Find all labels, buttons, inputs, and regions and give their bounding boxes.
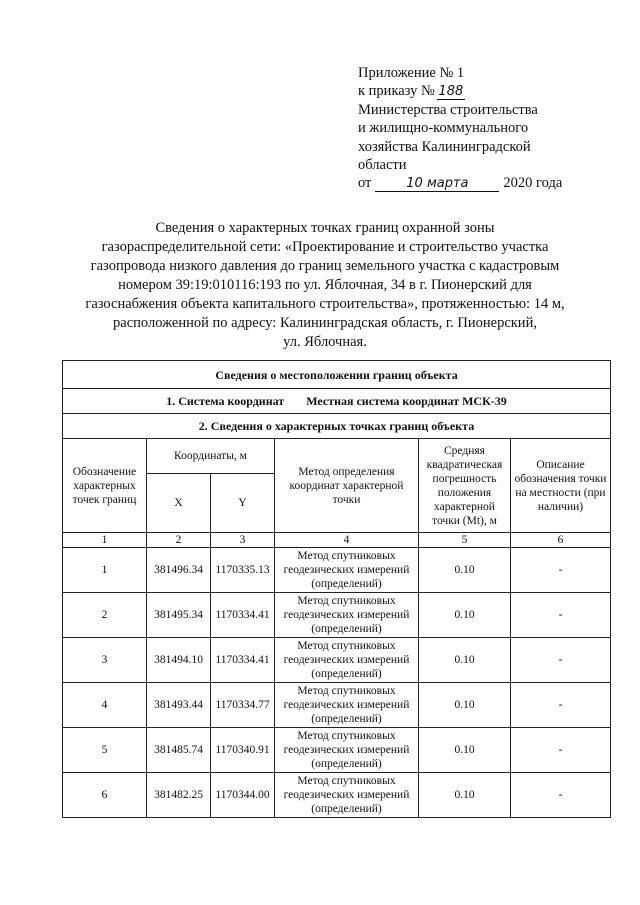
description-cell: - — [511, 683, 611, 728]
ministry-line-3: хозяйства Калининградской — [358, 138, 531, 155]
point-id: 6 — [63, 773, 147, 818]
table-title: Сведения о местоположении границ объекта — [63, 361, 611, 389]
appendix-title: Приложение № 1 — [358, 65, 465, 81]
heading-line: Сведения о характерных точках границ охранной зоны — [155, 220, 495, 236]
coord-y: 1170335.13 — [211, 548, 275, 593]
point-id: 1 — [63, 548, 147, 593]
column-numbers-row — [63, 533, 611, 548]
column-number: 6 — [511, 533, 611, 548]
header-y: Y — [211, 474, 275, 533]
order-line — [358, 82, 608, 100]
description-cell: - — [511, 728, 611, 773]
header-designation: Обозначение характерных точек границ — [63, 439, 147, 533]
header-method: Метод определения координат характерной точки — [275, 439, 419, 533]
date-prefix: от — [358, 175, 372, 192]
ministry-line-4: области — [358, 157, 407, 174]
date-suffix: 2020 года — [503, 175, 563, 192]
order-number-handwritten: 188 — [438, 84, 464, 100]
coord-y: 1170344.00 — [211, 773, 275, 818]
heading-line: газоснабжения объекта капитального строительства», протяженностью: 14 м, — [85, 296, 565, 312]
point-id: 5 — [63, 728, 147, 773]
boundary-points-table — [62, 360, 611, 818]
header-x: X — [147, 474, 211, 533]
error-cell: 0.10 — [419, 638, 511, 683]
method-cell: Метод спутниковых геодезических измерений (определений) — [275, 683, 419, 728]
ministry-line-2: и жилищно-коммунального — [358, 120, 529, 137]
coord-y: 1170334.41 — [211, 638, 275, 683]
description-cell: - — [511, 548, 611, 593]
point-id: 4 — [63, 683, 147, 728]
coord-y: 1170334.41 — [211, 593, 275, 638]
description-cell: - — [511, 638, 611, 683]
error-cell: 0.10 — [419, 728, 511, 773]
coord-x: 381496.34 — [147, 548, 211, 593]
coord-y: 1170334.77 — [211, 683, 275, 728]
table-row — [63, 548, 611, 593]
header-error: Средняя квадратическая погрешность положения характерной точки (Mt), м — [419, 439, 511, 533]
error-cell: 0.10 — [419, 683, 511, 728]
description-cell: - — [511, 593, 611, 638]
error-cell: 0.10 — [419, 548, 511, 593]
table-row — [63, 638, 611, 683]
point-id: 3 — [63, 638, 147, 683]
table-row — [63, 728, 611, 773]
coord-x: 381494.10 — [147, 638, 211, 683]
header-coordinates: Координаты, м — [147, 439, 275, 474]
points-section-title: 2. Сведения о характерных точках границ объекта — [63, 414, 611, 439]
heading-line: ул. Яблочная. — [283, 334, 367, 350]
date-line — [358, 174, 608, 192]
heading-line: газораспределительной сети: «Проектирование и строительство участка — [101, 239, 549, 255]
coord-x: 381495.34 — [147, 593, 211, 638]
column-number: 5 — [419, 533, 511, 548]
method-cell: Метод спутниковых геодезических измерений (определений) — [275, 728, 419, 773]
table-row — [63, 773, 611, 818]
coord-system-value: Местная система координат МСК-39 — [306, 394, 507, 408]
date-handwritten: 10 марта — [375, 177, 499, 192]
order-prefix: к приказу № — [358, 83, 435, 100]
column-number: 2 — [147, 533, 211, 548]
table-row — [63, 593, 611, 638]
heading-line: номером 39:19:010116:193 по ул. Яблочная, 34 в г. Пионерский для — [118, 277, 532, 293]
point-id: 2 — [63, 593, 147, 638]
column-number: 1 — [63, 533, 147, 548]
coord-x: 381485.74 — [147, 728, 211, 773]
coord-x: 381493.44 — [147, 683, 211, 728]
method-cell: Метод спутниковых геодезических измерений (определений) — [275, 593, 419, 638]
column-number: 3 — [211, 533, 275, 548]
coord-system-row — [63, 389, 611, 414]
table-row — [63, 683, 611, 728]
description-cell: - — [511, 773, 611, 818]
coord-y: 1170340.91 — [211, 728, 275, 773]
method-cell: Метод спутниковых геодезических измерений (определений) — [275, 638, 419, 683]
coord-system-label: 1. Система координат — [166, 394, 285, 408]
method-cell: Метод спутниковых геодезических измерений (определений) — [275, 773, 419, 818]
error-cell: 0.10 — [419, 593, 511, 638]
error-cell: 0.10 — [419, 773, 511, 818]
heading-line: газопровода низкого давления до границ земельного участка с кадастровым — [90, 258, 560, 274]
heading-line: расположенной по адресу: Калининградская область, г. Пионерский, — [113, 315, 537, 331]
header-description: Описание обозначения точки на местности (при наличии) — [511, 439, 611, 533]
appendix-block — [358, 64, 608, 193]
column-number: 4 — [275, 533, 419, 548]
document-heading — [60, 219, 590, 352]
coord-x: 381482.25 — [147, 773, 211, 818]
method-cell: Метод спутниковых геодезических измерений (определений) — [275, 548, 419, 593]
ministry-line-1: Министерства строительства — [358, 101, 538, 118]
